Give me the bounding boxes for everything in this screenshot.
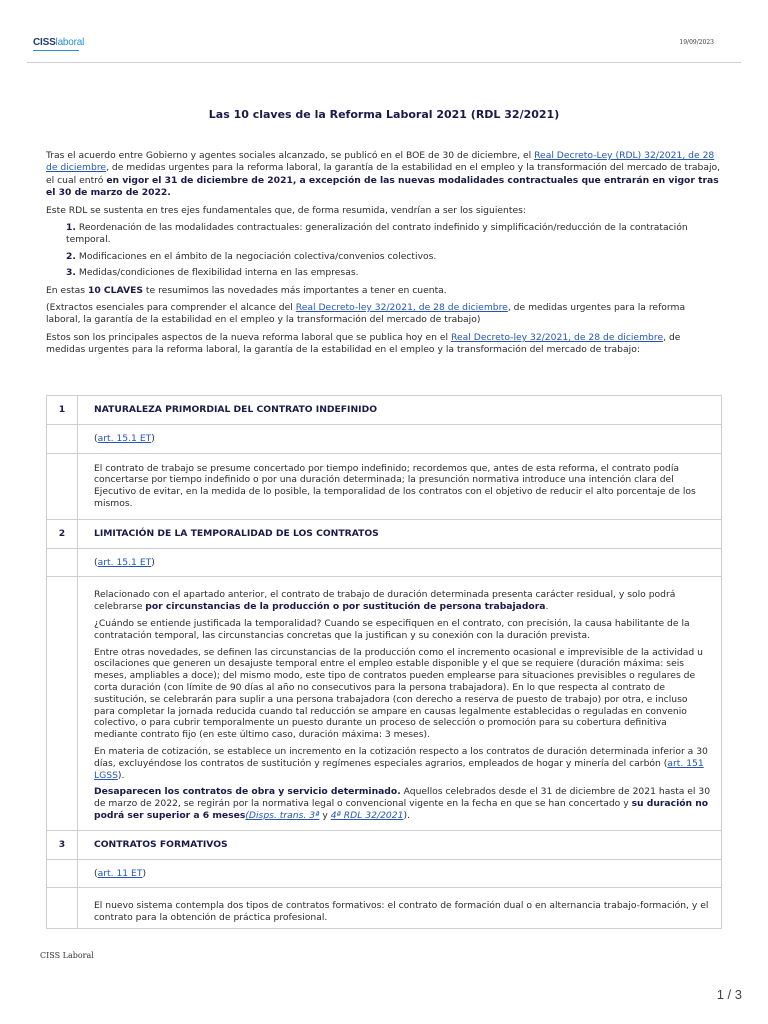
list-item: 1. Reordenación de las modalidades contractuales: generalización del contrato indefinido y simplificación/reducción de la contratación temporal. [66,222,688,246]
logo-underline [33,50,79,51]
intro-section [46,150,722,362]
intro-paragraph-5: Estos son los principales aspectos de la nueva reforma laboral que se publica hoy en el Real Decreto-ley 32/2021, de 28 de diciembre, de medidas urgentes para la reforma laboral, la garantía de la estabilidad en el empleo y la transformación del mercado de trabajo: [46,331,681,356]
section-number: 2 [47,519,78,548]
section-reference: (art. 11 ET) [78,859,722,888]
intro-paragraph-3: En estas 10 CLAVES te resumimos las novedades más importantes a tener en cuenta. [46,284,447,296]
document-title: Las 10 claves de la Reforma Laboral 2021 (RDL 32/2021) [208,108,560,121]
intro-paragraph-1: Tras el acuerdo entre Gobierno y agentes sociales alcanzado, se publicó en el BOE de 30 de diciembre, el Real Decreto-Ley (RDL) 32/2021, de 28 de diciembre, de medidas urgentes para la reforma laboral, la garantía de la estabilidad en el empleo y la transformación del mercado de trabajo, el cual entró en vigor el 31 de diciembre de 2021, a excepción de las nuevas modalidades contractuales que entrarán en vigor tras el 30 de marzo de 2022. [46,150,721,199]
rdl-link-2[interactable]: Real Decreto-ley 32/2021, de 28 de diciembre [295,302,508,314]
section-body: Relacionado con el apartado anterior, el contrato de trabajo de duración determinada presenta carácter residual, y solo podrá celebrarse por circunstancias de la producción o por sustitución de persona trabajadora. ¿Cuándo se entiende justificada la temporalidad? Cuando se especifiquen en el contrato, con precisión, la causa habilitante de la contratación temporal, las circunstancias concretas que la justifican y su conexión con la duración prevista. Entre otras novedades, se definen las circunstancias de la producción como el incremento ocasional e imprevisible de la actividad u oscilaciones que generen un desajuste temporal entre el empleo estable disponible y el que se requiere (duración máxima: seis meses, ampliables a doce); del mismo modo, este tipo de contratos pueden emplearse para situaciones previsibles o regulares de corta duración (con límite de 90 días al año no consecutivos para la persona trabajadora). En lo que respecta al contrato de sustitución, se celebrarán para suplir a una persona trabajadora (con derecho a reserva de puesto de trabajo) por otra, e incluso para completar la jornada reducida cuando tal reducción se ampare en causas legalmente establecidas o reguladas en convenio colectivo, o para cubrir temporalmente un puesto durante un proceso de selección o promoción para su cobertura definitiva mediante contrato fijo (en este último caso, duración máxima: 3 meses). En materia de cotización, se establece un incremento en la cotización respecto a los contratos de duración determinada inferior a 30 días, excluyéndose los contratos de sustitución y regímenes especiales agrarios, empleados de hogar y minería del carbón (art. 151 LGSS). Desaparecen los contratos de obra y servicio determinado. Aquellos celebrados desde el 31 de diciembre de 2021 hasta el 30 de marzo de 2022, se regirán por la normativa legal o convencional vigente en la fecha en que se han concertado y su duración no podrá ser superior a 6 meses(Disps. trans. 3ª y 4ª RDL 32/2021). [78,577,722,830]
list-item: 3. Medidas/condiciones de flexibilidad interna en las empresas. [66,267,359,279]
art-15-1-et-link[interactable]: art. 15.1 ET [97,556,152,568]
table-row [47,453,722,519]
ciss-laboral-logo [33,37,84,48]
keys-table [46,395,722,929]
section-heading: CONTRATOS FORMATIVOS [78,830,722,859]
table-row [47,519,722,548]
section-number: 1 [47,396,78,425]
section-body: El contrato de trabajo se presume concertado por tiempo indefinido; recordemos que, antes de esta reforma, el contrato podía concertarse por tiempo indefinido o por una duración determinada; la presunción normativa introduce una intención clara del Ejecutivo de evitar, en la medida de lo posible, la temporalidad de los contratos con el objetivo de reducir el alto porcentaje de los mismos. [78,453,722,519]
table-row [47,548,722,577]
section-reference: (art. 15.1 ET) [78,424,722,453]
table-row [47,396,722,425]
art-15-1-et-link[interactable]: art. 15.1 ET [97,432,152,444]
table-row [47,577,722,830]
table-row [47,859,722,888]
header-date: 19/09/2023 [679,39,714,46]
table-row [47,424,722,453]
axes-list [46,222,722,280]
art-151-lgss-link[interactable]: art. 151 LGSS [94,757,704,781]
section-reference: (art. 15.1 ET) [78,548,722,577]
list-item: 2. Modificaciones en el ámbito de la negociación colectiva/convenios colectivos. [66,250,437,262]
section-heading: NATURALEZA PRIMORDIAL DEL CONTRATO INDEFINIDO [78,396,722,425]
rdl-link-3[interactable]: Real Decreto-ley 32/2021, de 28 de diciembre [451,331,664,343]
rdl-4-link[interactable]: 4ª RDL 32/2021 [330,809,404,821]
page-indicator: 1 / 3 [716,987,742,1002]
logo-main-text: CISS [33,37,56,48]
table-row [47,830,722,859]
footer-source: CISS Laboral [40,951,94,960]
intro-paragraph-2: Este RDL se sustenta en tres ejes fundamentales que, de forma resumida, vendrían a ser los siguientes: [46,204,527,216]
section-number: 3 [47,830,78,859]
intro-paragraph-4: (Extractos esenciales para comprender el alcance del Real Decreto-ley 32/2021, de 28 de diciembre, de medidas urgentes para la reforma laboral, la garantía de la estabilidad en el empleo y la transformación del mercado de trabajo) [46,302,686,326]
disps-trans-3-link[interactable]: (Disps. trans. 3ª [245,809,320,821]
header-divider [27,62,741,63]
art-11-et-link[interactable]: art. 11 ET [97,867,143,879]
section-body: El nuevo sistema contempla dos tipos de contratos formativos: el contrato de formación dual o en alternancia trabajo-formación, y el contrato para la obtención de práctica profesional. [78,888,722,929]
rdl-link-1[interactable]: Real Decreto-Ley (RDL) 32/2021, de 28 de diciembre [46,150,715,174]
logo-sub-text: laboral [55,37,85,48]
table-row [47,888,722,929]
entry-into-force-text: en vigor el 31 de diciembre de 2021, a excepción de las nuevas modalidades contractuales que entrarán en vigor tras el 30 de marzo de 2022. [46,174,719,199]
section-heading: LIMITACIÓN DE LA TEMPORALIDAD DE LOS CONTRATOS [78,519,722,548]
